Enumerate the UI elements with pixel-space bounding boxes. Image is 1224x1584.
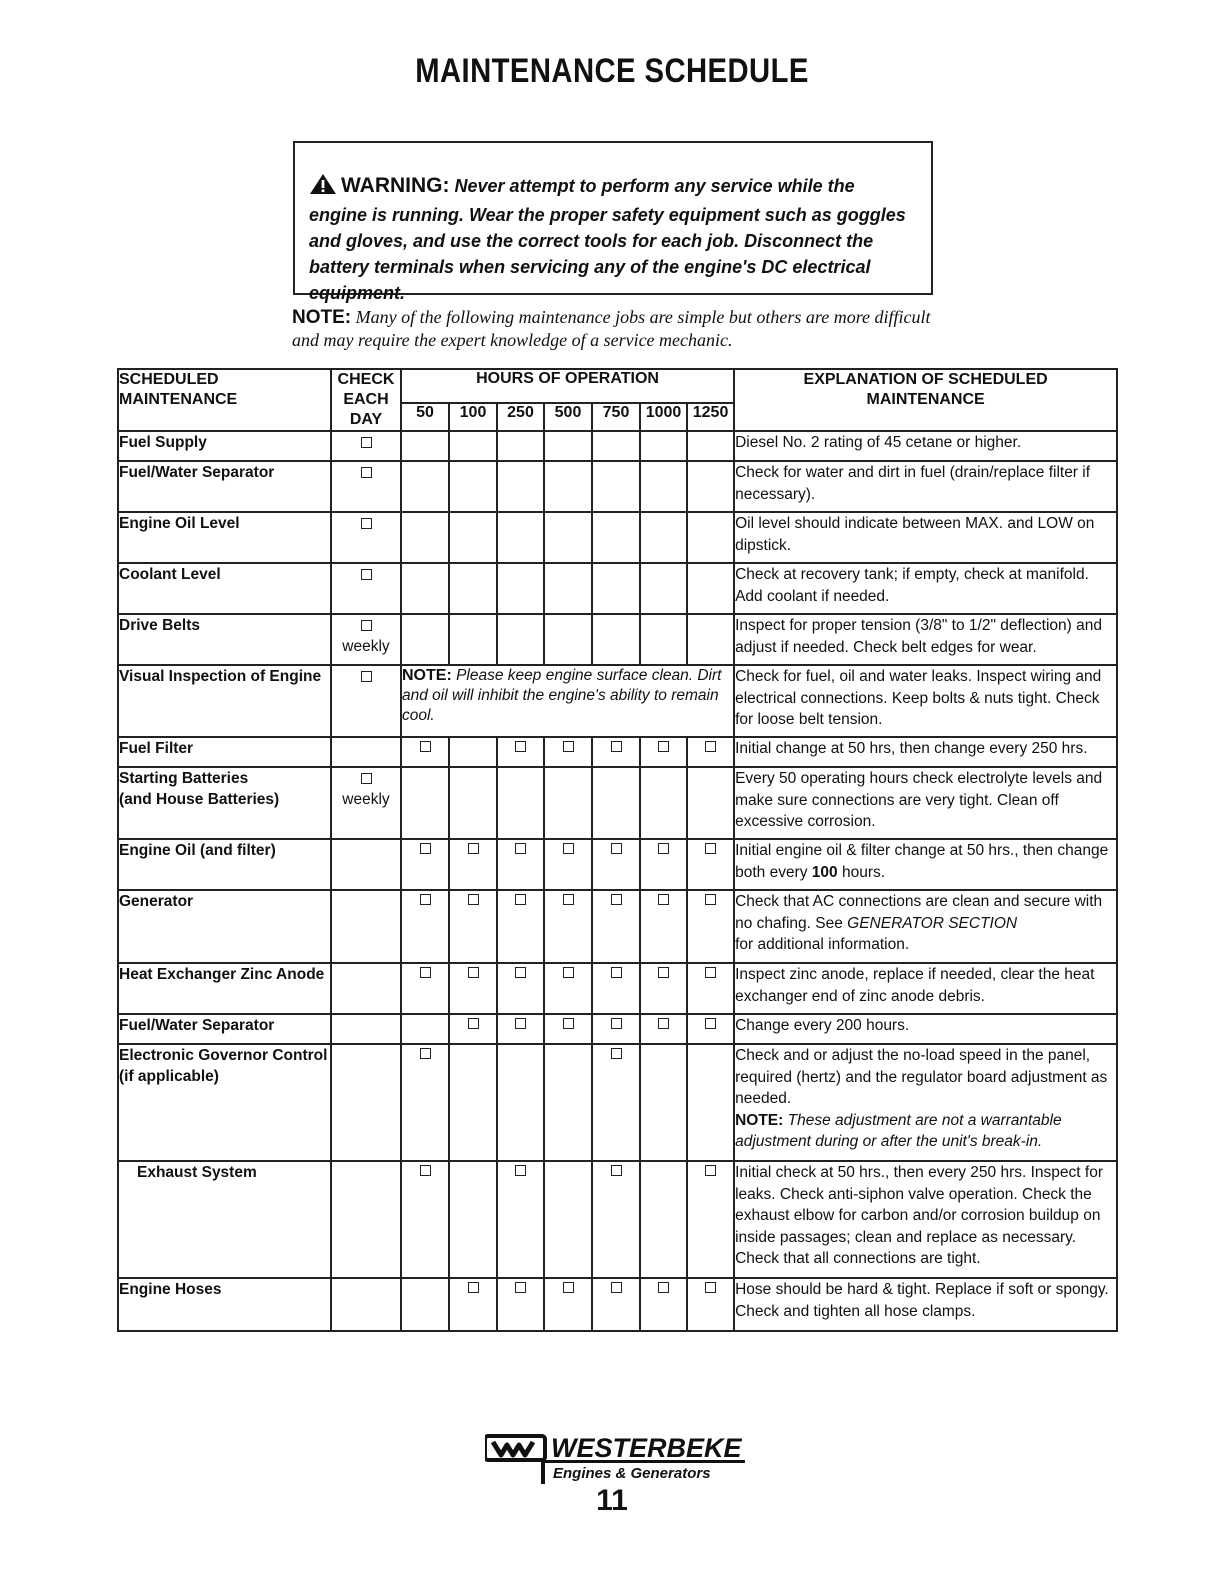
table-row	[118, 1278, 1117, 1331]
checkbox-icon	[420, 1048, 431, 1059]
checkbox-icon	[420, 843, 431, 854]
header-hour-100: 100	[449, 403, 497, 431]
row-item: Electronic Governor Control (if applicable)	[118, 1044, 331, 1161]
warning-box	[293, 141, 933, 303]
checkbox-icon	[658, 843, 669, 854]
checkbox-icon	[611, 894, 622, 905]
table-row	[118, 890, 1117, 963]
checkbox-icon	[705, 894, 716, 905]
checkbox-icon	[515, 1018, 526, 1029]
checkbox-icon	[420, 894, 431, 905]
checkbox-icon	[468, 894, 479, 905]
table-row	[118, 767, 1117, 839]
checkbox-icon	[515, 741, 526, 752]
row-explanation: Inspect zinc anode, replace if needed, clear the heat exchanger end of zinc anode debris.	[734, 963, 1117, 1014]
table-row	[118, 461, 1117, 512]
row-explanation: Check that AC connections are clean and secure with no chafing. See GENERATOR SECTION for additional information.	[734, 890, 1117, 963]
row-explanation: Diesel No. 2 rating of 45 cetane or higher.	[734, 431, 1117, 461]
checkbox-icon	[563, 967, 574, 978]
checkbox-icon	[563, 843, 574, 854]
checkbox-icon	[563, 1282, 574, 1293]
checkbox-icon	[420, 741, 431, 752]
checkbox-icon	[658, 741, 669, 752]
table-row	[118, 614, 1117, 665]
checkbox-icon	[658, 1018, 669, 1029]
header-hour-1250: 1250	[687, 403, 734, 431]
warning-label: WARNING:	[341, 174, 450, 197]
checkbox-icon	[420, 1165, 431, 1176]
logo-tagline: Engines & Generators	[553, 1465, 711, 1482]
checkbox-icon	[468, 1282, 479, 1293]
header-hour-500: 500	[544, 403, 592, 431]
row-explanation: Check for fuel, oil and water leaks. Inspect wiring and electrical connections. Keep bolts & nuts tight. Check for loose belt tension.	[734, 665, 1117, 737]
page-number: 11	[596, 1484, 628, 1517]
row-item: Fuel/Water Separator	[118, 461, 331, 512]
checkbox-icon	[705, 1282, 716, 1293]
row-item: Engine Oil Level	[118, 512, 331, 563]
row-item: Visual Inspection of Engine	[118, 665, 331, 737]
header-hour-50: 50	[401, 403, 449, 431]
note-label: NOTE:	[292, 307, 352, 328]
checkbox-icon	[515, 1165, 526, 1176]
checkbox-icon	[658, 894, 669, 905]
header-hours-of-operation: HOURS OF OPERATION	[401, 369, 734, 403]
header-hour-1000: 1000	[640, 403, 687, 431]
row-explanation: Initial check at 50 hrs., then every 250 hrs. Inspect for leaks. Check anti-siphon valve operation. Check the exhaust elbow for carbon and/or corrosion buildup on inside passages; clean and replace as necessary. Check that all connections are tight.	[734, 1161, 1117, 1278]
checkbox-icon	[468, 843, 479, 854]
checkbox-icon	[361, 773, 372, 784]
row-explanation: Check and or adjust the no-load speed in the panel, required (hertz) and the regulator board adjustment as needed. NOTE: These adjustment are not a warrantable adjustment during or after the unit's break-in.	[734, 1044, 1117, 1161]
table-row	[118, 665, 1117, 737]
westerbeke-logo-icon	[485, 1430, 755, 1490]
row-item: Starting Batteries (and House Batteries)	[118, 767, 331, 839]
header-explanation: EXPLANATION OF SCHEDULED MAINTENANCE	[734, 369, 1117, 431]
header-hour-750: 750	[592, 403, 640, 431]
row-item: Drive Belts	[118, 614, 331, 665]
checkbox-icon	[705, 741, 716, 752]
logo-brand: WESTERBEKE	[551, 1433, 742, 1463]
checkbox-icon	[611, 1048, 622, 1059]
checkbox-icon	[361, 569, 372, 580]
checkbox-icon	[563, 894, 574, 905]
checkbox-icon	[705, 843, 716, 854]
checkbox-icon	[515, 967, 526, 978]
row-explanation: Change every 200 hours.	[734, 1014, 1117, 1044]
weekly-label: weekly	[342, 791, 390, 808]
checkbox-icon	[705, 1018, 716, 1029]
row-explanation: Check for water and dirt in fuel (drain/replace filter if necessary).	[734, 461, 1117, 512]
row-item: Fuel Supply	[118, 431, 331, 461]
warning-triangle-icon	[309, 173, 337, 202]
row-note: NOTE: Please keep engine surface clean. Dirt and oil will inhibit the engine's ability to remain cool.	[401, 665, 734, 737]
row-explanation: Initial engine oil & filter change at 50 hrs., then change both every 100 hours.	[734, 839, 1117, 890]
maintenance-table	[117, 368, 1118, 1332]
checkbox-icon	[563, 1018, 574, 1029]
table-row	[118, 431, 1117, 461]
checkbox-icon	[361, 620, 372, 631]
table-row	[118, 963, 1117, 1014]
header-check-each-day: CHECK EACH DAY	[331, 369, 401, 431]
weekly-label: weekly	[342, 638, 390, 655]
note-text: Many of the following maintenance jobs are simple but others are more difficult and may require the expert knowledge of a service mechanic.	[292, 307, 931, 350]
checkbox-icon	[611, 843, 622, 854]
checkbox-icon	[515, 843, 526, 854]
checkbox-icon	[658, 967, 669, 978]
checkbox-icon	[563, 741, 574, 752]
row-item: Fuel Filter	[118, 737, 331, 767]
checkbox-icon	[361, 671, 372, 682]
row-explanation: Inspect for proper tension (3/8" to 1/2" deflection) and adjust if needed. Check belt edges for wear.	[734, 614, 1117, 665]
checkbox-icon	[611, 741, 622, 752]
page-title: MAINTENANCE SCHEDULE	[415, 52, 809, 90]
row-item: Engine Hoses	[118, 1278, 331, 1331]
checkbox-icon	[468, 967, 479, 978]
header-hour-250: 250	[497, 403, 544, 431]
checkbox-icon	[611, 1282, 622, 1293]
table-row	[118, 839, 1117, 890]
row-explanation: Initial change at 50 hrs, then change every 250 hrs.	[734, 737, 1117, 767]
warning-text-block	[309, 173, 915, 306]
table-row	[118, 563, 1117, 614]
table-row	[118, 737, 1117, 767]
checkbox-icon	[611, 1165, 622, 1176]
checkbox-icon	[705, 967, 716, 978]
warning-body: Never attempt to perform any service while the engine is running. Wear the proper safety equipment such as goggles and gloves, and use the correct tools for each job. Disconnect the battery terminals when servicing any of the engine's DC electrical equipment.	[309, 176, 906, 303]
table-row	[118, 1044, 1117, 1161]
row-explanation: Check at recovery tank; if empty, check at manifold. Add coolant if needed.	[734, 563, 1117, 614]
checkbox-icon	[361, 437, 372, 448]
checkbox-icon	[705, 1165, 716, 1176]
checkbox-icon	[361, 467, 372, 478]
table-row	[118, 1014, 1117, 1044]
header-scheduled-maintenance: SCHEDULED MAINTENANCE	[118, 369, 331, 431]
row-item: Engine Oil (and filter)	[118, 839, 331, 890]
note-paragraph	[292, 306, 932, 352]
row-item: Generator	[118, 890, 331, 963]
checkbox-icon	[611, 1018, 622, 1029]
row-explanation: Hose should be hard & tight. Replace if soft or spongy. Check and tighten all hose clamps.	[734, 1278, 1117, 1331]
checkbox-icon	[658, 1282, 669, 1293]
checkbox-icon	[515, 894, 526, 905]
row-item: Exhaust System	[118, 1161, 331, 1278]
row-item: Fuel/Water Separator	[118, 1014, 331, 1044]
table-row	[118, 1161, 1117, 1278]
checkbox-icon	[611, 967, 622, 978]
checkbox-icon	[468, 1018, 479, 1029]
table-row	[118, 512, 1117, 563]
row-explanation: Oil level should indicate between MAX. and LOW on dipstick.	[734, 512, 1117, 563]
checkbox-icon	[420, 967, 431, 978]
checkbox-icon	[515, 1282, 526, 1293]
checkbox-icon	[361, 518, 372, 529]
row-item: Heat Exchanger Zinc Anode	[118, 963, 331, 1014]
row-item: Coolant Level	[118, 563, 331, 614]
row-explanation: Every 50 operating hours check electrolyte levels and make sure connections are very tight. Clean off excessive corrosion.	[734, 767, 1117, 839]
